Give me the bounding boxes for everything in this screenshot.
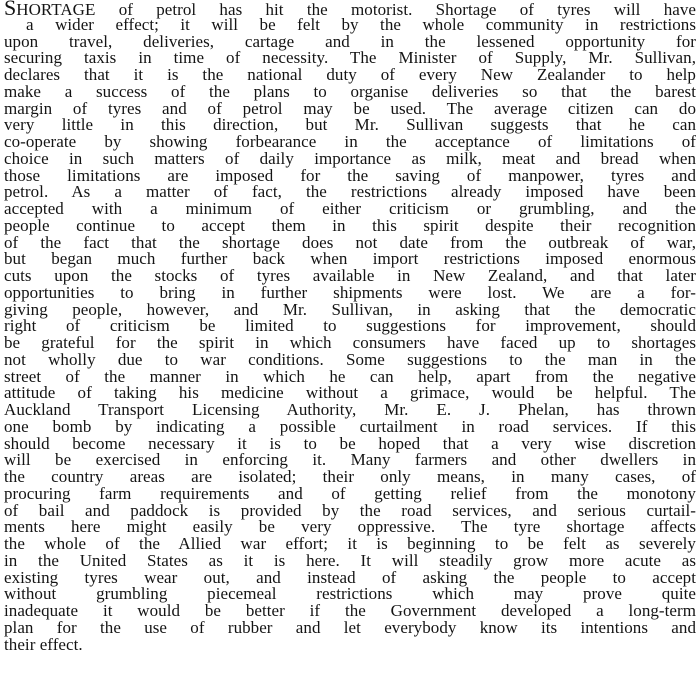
article-line-21: be grateful for the spirit in which consumers have faced up to shortages (4, 333, 696, 352)
article-line-26: one bomb by indicating a possible curtailment in road services. If this (4, 416, 696, 436)
article-line-1-text: HORTAGE of petrol has hit the motorist. Shortage of tyres will have (16, 0, 696, 19)
article-line-36: without grumbling piecemeal restrictions which may prove quite (4, 584, 696, 604)
article-line-13: accepted with a minimum of either criticism or grumbling, and the (4, 199, 696, 218)
article-line-8: very little in this direction, but Mr. Sullivan suggests that he can (4, 115, 696, 135)
article-line-38: plan for the use of rubber and let everybody know its intentions and (4, 617, 696, 637)
article-line-18: opportunities to bring in further shipments were lost. We are a for- (4, 282, 696, 302)
article-line-23: street of the manner in which he can help, apart from the negative (4, 366, 696, 386)
drop-cap: S (4, 0, 17, 20)
article-line-14: people continue to accept them in this spirit despite their recognition (4, 215, 696, 235)
article-line-37: inadequate it would be better if the Government developed a long-term (4, 601, 696, 620)
article-line-25: Auckland Transport Licensing Authority, Mr. E. J. Phelan, has thrown (4, 400, 696, 419)
article-line-33: the whole of the Allied war effort; it is beginning to be felt as severely (4, 534, 696, 553)
article-line-4: securing taxis in time of necessity. The Minister of Supply, Mr. Sullivan, (4, 48, 696, 68)
article-line-32: ments here might easily be very oppressive. The tyre shortage affects (4, 517, 696, 537)
article-line-39: their effect. (4, 634, 83, 654)
article-line-12: petrol. As a matter of fact, the restrictions already imposed have been (4, 182, 696, 202)
article-line-31: of bail and paddock is provided by the road services, and serious curtail- (4, 500, 696, 520)
article-line-28: will be exercised in enforcing it. Many farmers and other dwellers in (4, 450, 696, 470)
article-line-2: a wider effect; it will be felt by the whole community in restrictions (26, 14, 696, 34)
editorial-article (4, 0, 696, 653)
article-line-30: procuring farm requirements and of getting relief from the monotony (4, 483, 696, 503)
article-line-27: should become necessary it is to be hoped that a very wise discretion (4, 433, 696, 453)
article-line-5: declares that it is the national duty of every New Zealander to help (4, 65, 696, 84)
article-line-15: of the fact that the shortage does not date from the outbreak of war, (4, 232, 696, 252)
article-line-11: those limitations are imposed for the saving of manpower, tyres and (4, 165, 696, 185)
article-line-35: existing tyres wear out, and instead of asking the people to accept (4, 567, 696, 587)
article-line-34: in the United States as it is here. It will steadily grow more acute as (4, 550, 696, 570)
article-line-6: make a success of the plans to organise deliveries so that the barest (4, 81, 696, 101)
article-line-29: the country areas are isolated; their only means, in many cases, of (4, 467, 696, 486)
article-line-19: giving people, however, and Mr. Sullivan, in asking that the democratic (4, 299, 696, 319)
article-line-3: upon travel, deliveries, cartage and in the lessened opportunity for (4, 31, 696, 51)
article-line-24: attitude of taking his medicine without a grimace, would be helpful. The (4, 383, 696, 403)
article-line-9: co-operate by showing forbearance in the acceptance of limitations of (4, 132, 696, 151)
article-line-16: but began much further back when import restrictions imposed enormous (4, 249, 696, 269)
article-line-7: margin of tyres and of petrol may be used. The average citizen can do (4, 98, 696, 118)
article-line-17: cuts upon the stocks of tyres available in New Zealand, and that later (4, 266, 696, 285)
article-line-22: not wholly due to war conditions. Some suggestions to the man in the (4, 349, 696, 369)
article-line-10: choice in such matters of daily importance as milk, meat and bread when (4, 148, 696, 168)
article-line-20: right of criticism be limited to suggestions for improvement, should (4, 316, 696, 336)
